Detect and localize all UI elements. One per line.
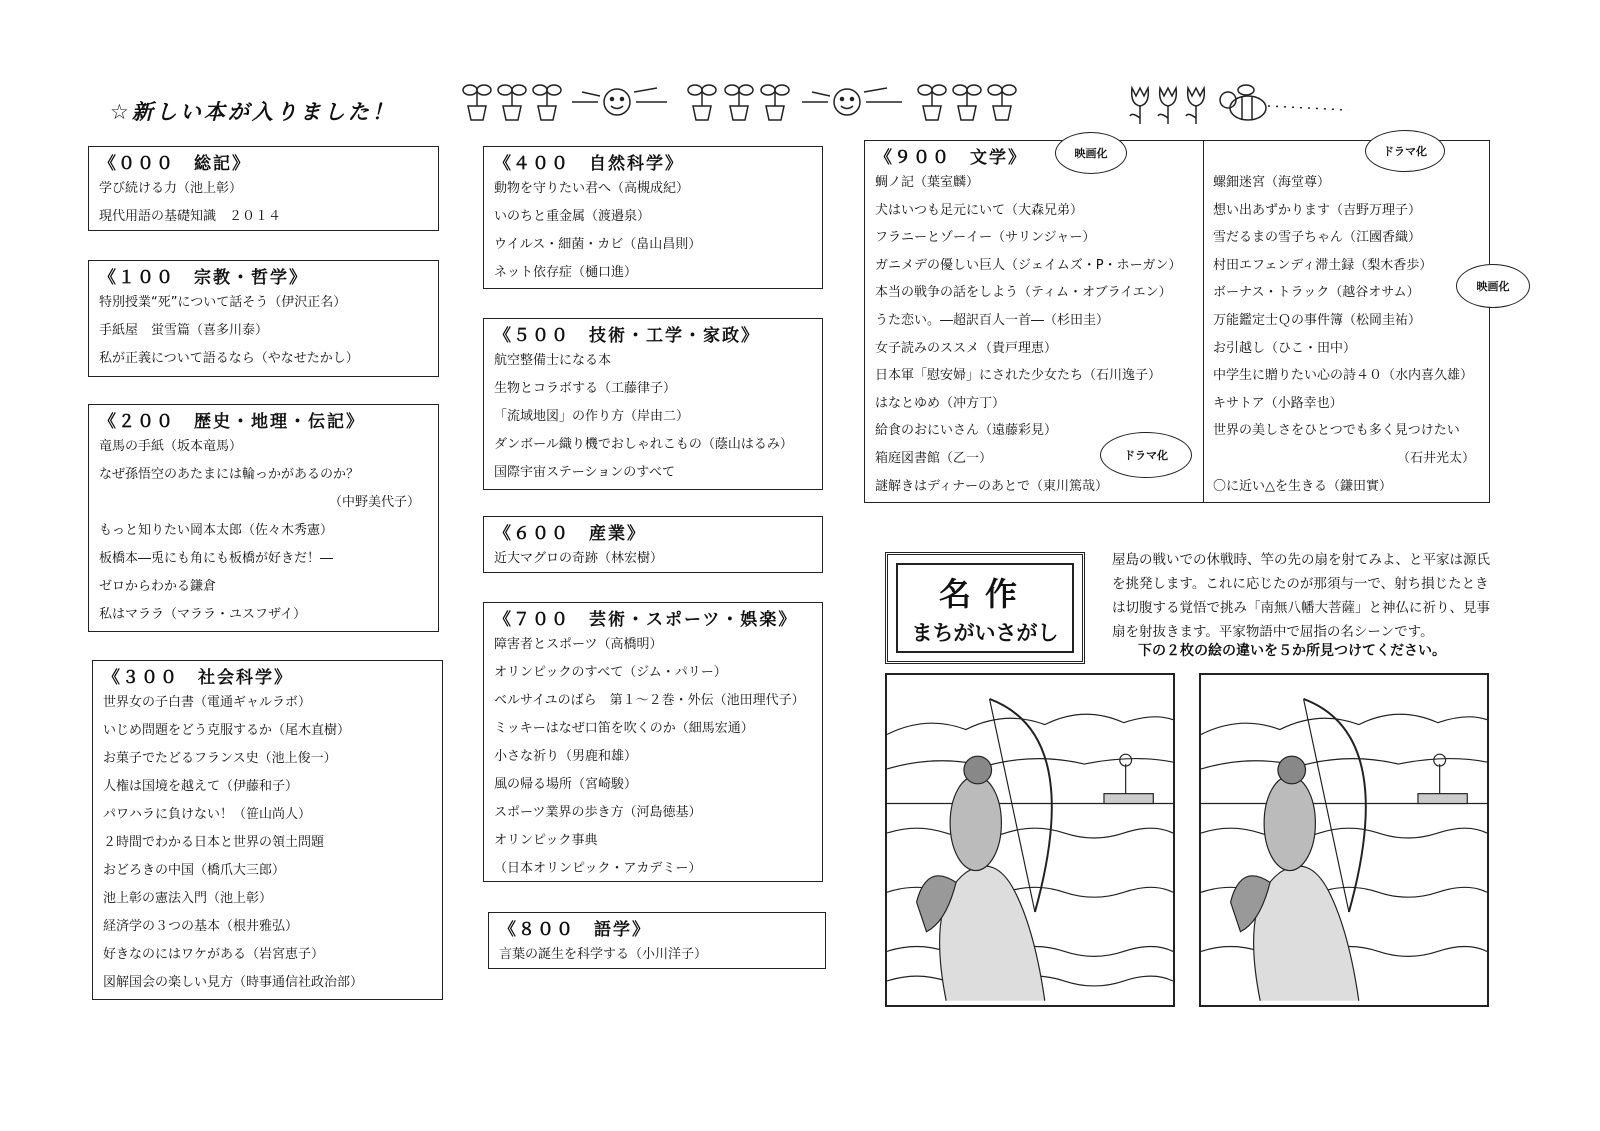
archer-illustration [887, 675, 1173, 1005]
section-title: 《９００ 文学》 [875, 148, 1027, 168]
book-item: 螺鈿迷宮（海堂尊） [1213, 175, 1331, 190]
book-item: 世界の美しさをひとつでも多く見つけたい [1213, 423, 1460, 439]
section-700 [483, 602, 823, 882]
book-item: 人権は国境を越えて（伊藤和子） [103, 779, 299, 794]
section-800 [488, 912, 826, 969]
section-600 [483, 516, 823, 573]
movie-adaptation-bubble: 映画化 [1055, 132, 1127, 174]
book-item: 雪だるまの雪子ちゃん（江國香織） [1213, 230, 1422, 246]
book-item: ゼロからわかる鎌倉 [99, 579, 217, 594]
book-item: 言葉の誕生を科学する（小川洋子） [499, 947, 708, 962]
book-item: 生物とコラボする（工藤律子） [494, 381, 677, 396]
book-item: ボーナス・トラック（越谷オサム） [1213, 285, 1420, 301]
book-item: ベルサイユのばら 第１～２巻・外伝（池田理代子） [494, 693, 805, 708]
book-item: お菓子でたどるフランス史（池上俊一） [103, 751, 337, 766]
movie-adaptation-bubble: 映画化 [1456, 264, 1530, 308]
book-item: 現代用語の基礎知識 ２０１４ [99, 209, 282, 224]
book-item: 村田エフェンディ滞土録（梨木香歩） [1213, 257, 1433, 273]
book-item: 〇に近い△を生きる（鎌田實） [1213, 478, 1392, 494]
book-item: 障害者とスポーツ（高橋明） [494, 637, 663, 652]
book-item: （日本オリンピック・アカデミー） [494, 861, 702, 876]
page-title: ☆新しい本が入りました！ [110, 100, 396, 124]
book-item: 犬はいつも足元にいて（大森兄弟） [875, 202, 1084, 218]
book-item: ガニメデの優しい巨人（ジェイムズ・P・ホーガン） [875, 257, 1182, 273]
book-item: 想い出あずかります（吉野万理子） [1213, 202, 1422, 218]
book-item: いのちと重金属（渡邉泉） [494, 209, 651, 224]
book-item: なぜ孫悟空のあたまには輪っかがあるのか？ [99, 467, 360, 482]
book-item: ミッキーはなぜ口笛を吹くのか（細馬宏通） [494, 721, 754, 736]
sprout-sun-decoration [462, 80, 1022, 130]
quiz-instruction: 下の２枚の絵の違いを５か所見つけてください。 [1138, 643, 1446, 659]
book-item: 給食のおにいさん（遠藤彩見） [875, 423, 1058, 439]
literature-right-column [1203, 141, 1489, 502]
section-title: 《４００ 自然科学》 [494, 154, 684, 174]
quiz-subtitle: まちがいさがし [911, 621, 1059, 645]
book-item: ２時間でわかる日本と世界の領土問題 [103, 835, 325, 850]
book-item: 特別授業“死”について話そう（伊沢正名） [99, 295, 347, 310]
book-item: 箱庭図書館（乙一） [875, 450, 993, 466]
book-item: 国際宇宙ステーションのすべて [494, 465, 675, 480]
book-item: 小さな祈り（男鹿和雄） [494, 749, 638, 764]
section-100 [88, 260, 439, 377]
book-item: 航空整備士になる本 [494, 353, 612, 368]
book-author: （石井光太） [1396, 450, 1475, 466]
section-title: 《０００ 総記》 [99, 154, 251, 174]
quiz-title: 名作 [938, 575, 1031, 613]
quiz-description: 屋島の戦いでの休戦時、竿の先の扇を射てみよ、と平家は源氏を挑発します。これに応じたのが那須与一で、射ち損じたときは切腹する覚悟で挑み「南無八幡大菩薩」と神仏に祈り、見事扇を射抜きます。平家物語中で屈指の名シーンです。 [1112, 552, 1490, 640]
section-title: 《５００ 技術・工学・家政》 [494, 326, 760, 346]
book-item: 動物を守りたい君へ（高槻成紀） [494, 181, 690, 196]
book-item: いじめ問題をどう克服するか（尾木直樹） [103, 723, 351, 738]
book-item: キサトア（小路幸也） [1213, 395, 1343, 411]
book-author: （中野美代子） [328, 495, 420, 510]
book-item: 世界女の子白書（電通ギャルラボ） [103, 695, 312, 710]
book-item: 板橋本―兎にも角にも板橋が好きだ！― [99, 551, 334, 566]
book-item: お引越し（ひこ・田中） [1213, 340, 1357, 356]
book-item: 風の帰る場所（宮崎駿） [494, 777, 638, 792]
section-title: 《３００ 社会科学》 [103, 668, 293, 688]
book-item: うた恋い。―超訳百人一首―（杉田圭） [875, 312, 1110, 328]
book-item: はなとゆめ（冲方丁） [875, 395, 1006, 411]
book-item: 近大マグロの奇跡（林宏樹） [494, 551, 664, 566]
section-title: 《１００ 宗教・哲学》 [99, 268, 308, 288]
book-item: 本当の戦争の話をしよう（ティム・オブライエン） [875, 285, 1172, 301]
book-item: 学び続ける力（池上彰） [99, 181, 243, 196]
book-item: 万能鑑定士Ｑの事件簿（松岡圭祐） [1213, 312, 1422, 328]
quiz-title-box [885, 552, 1085, 664]
section-title: 《２００ 歴史・地理・伝記》 [99, 412, 365, 432]
quiz-picture-left [885, 673, 1175, 1007]
book-item: おどろきの中国（橋爪大三郎） [103, 863, 286, 878]
section-200 [88, 404, 439, 632]
book-item: 私が正義について語るなら（やなせたかし） [99, 351, 359, 366]
book-item: ネット依存症（樋口進） [494, 265, 638, 280]
section-title: 《６００ 産業》 [494, 524, 646, 544]
tulip-bee-decoration [1128, 82, 1358, 132]
book-item: フラニーとゾーイー（サリンジャー） [875, 230, 1096, 246]
section-000 [88, 146, 439, 231]
section-500 [483, 318, 823, 490]
book-item: ダンボール織り機でおしゃれこもの（蔭山はるみ） [494, 437, 793, 452]
book-item: 日本軍「慰安婦」にされた少女たち（石川逸子） [875, 368, 1162, 384]
quiz-picture-right [1199, 673, 1489, 1007]
book-item: ウイルス・細菌・カビ（畠山昌則） [494, 237, 702, 252]
book-item: 池上彰の憲法入門（池上彰） [103, 891, 273, 906]
book-item: 好きなのにはワケがある（岩宮恵子） [103, 947, 325, 962]
book-item: 謎解きはディナーのあとで（東川篤哉） [875, 478, 1108, 494]
archer-illustration [1201, 675, 1487, 1005]
book-item: 図解国会の楽しい見方（時事通信社政治部） [103, 975, 364, 990]
book-item: 女子読みのススメ（貴戸理恵） [875, 340, 1058, 356]
section-400 [483, 146, 823, 289]
section-300 [92, 660, 443, 1000]
drama-adaptation-bubble: ドラマ化 [1365, 130, 1445, 172]
book-item: スポーツ業界の歩き方（河島徳基） [494, 805, 702, 820]
book-item: 蜩ノ記（葉室麟） [875, 175, 980, 190]
book-item: オリンピック事典 [494, 833, 598, 848]
drama-adaptation-bubble: ドラマ化 [1100, 432, 1192, 478]
book-item: 経済学の３つの基本（根井雅弘） [103, 919, 299, 934]
book-item: 中学生に贈りたい心の詩４０（水内喜久雄） [1213, 368, 1474, 384]
book-item: 私はマララ（マララ・ユスフザイ） [99, 607, 307, 622]
book-item: 手紙屋 蛍雪篇（喜多川泰） [99, 323, 269, 338]
section-title: 《８００ 語学》 [499, 920, 651, 940]
book-item: 竜馬の手紙（坂本竜馬） [99, 439, 243, 454]
book-item: 「流域地図」の作り方（岸由二） [494, 409, 690, 424]
book-item: パワハラに負けない！（笹山尚人） [103, 807, 312, 822]
book-item: もっと知りたい岡本太郎（佐々木秀憲） [99, 523, 334, 538]
section-title: 《７００ 芸術・スポーツ・娯楽》 [494, 610, 798, 630]
book-item: オリンピックのすべて（ジム・パリー） [494, 665, 727, 680]
